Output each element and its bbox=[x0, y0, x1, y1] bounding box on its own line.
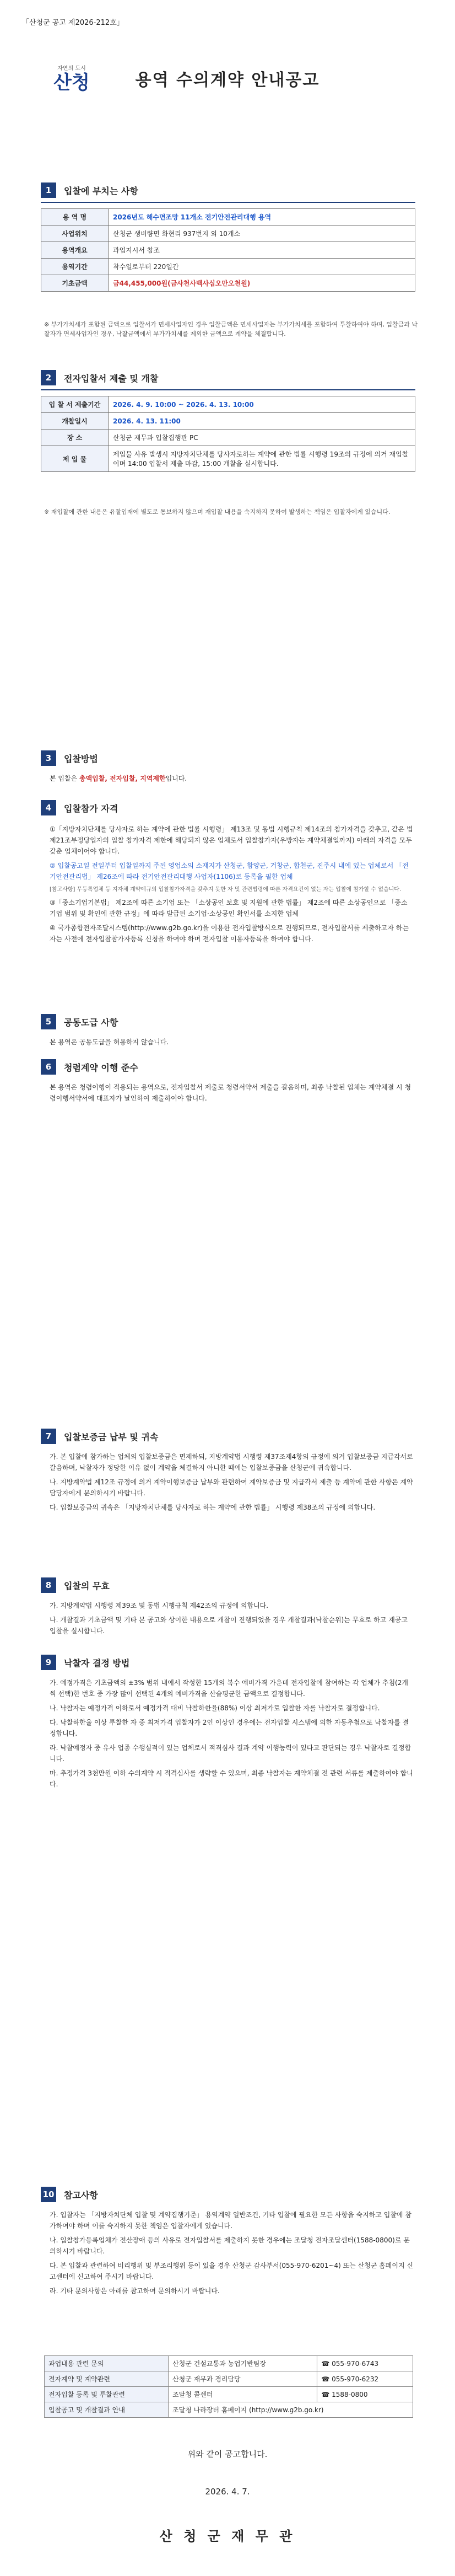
section-9-heading bbox=[41, 1654, 129, 1671]
bid-info-table bbox=[41, 208, 415, 292]
contact-dept: 산청군 건설교통과 농업기반팀장 bbox=[169, 2356, 317, 2371]
list-item: 다. 낙찰하한율 이상 투찰한 자 중 최저가격 입찰자가 2인 이상인 경우에는 전자입찰 시스템에 의한 자동추첨으로 낙찰자를 결정합니다. bbox=[50, 1719, 409, 1737]
table-row bbox=[41, 413, 415, 430]
list-item: 라. 낙찰예정자 중 유사 업종 수행실적이 있는 업체로서 적격심사 결과 계약 이행능력이 있다고 판단되는 경우 낙찰자로 결정합니다. bbox=[50, 1744, 411, 1763]
contact-topic: 입찰공고 및 개찰결과 안내 bbox=[45, 2402, 169, 2418]
list-item: 가. 지방계약법 시행령 제39조 및 동법 시행규칙 제42조의 규정에 의합니다. bbox=[50, 1602, 269, 1609]
section-divider bbox=[41, 202, 415, 203]
section-title: 입찰방법 bbox=[64, 753, 98, 764]
row-key: 장 소 bbox=[41, 430, 109, 446]
integrity-text: 본 용역은 청렴이행이 적용되는 용역으로, 전자입찰서 제출로 청렴서약서 제출을 갈음하며, 최종 낙찰된 업체는 계약체결 시 청렴이행서약서에 대표자가 날인하여 제출하여야 합니다. bbox=[50, 1083, 411, 1102]
contact-topic: 과업내용 관련 문의 bbox=[45, 2356, 169, 2371]
vat-note: ※ 부가가치세가 포함된 금액으로 입찰서가 면세사업자인 경우 입찰금액은 면세사업자는 부가가치세를 포함하여 투찰하여야 하며, 입찰금과 낙찰자가 면세사업자인 경우, 낙찰금액에서 부가가치세를 제외한 금액으로 계약을 체결합니다. bbox=[44, 321, 418, 337]
section-7-heading bbox=[41, 1428, 158, 1445]
list-item: ①「지방자치단체를 당사자로 하는 계약에 관한 법률 시행령」 제13조 및 동법 시행규칙 제14조의 참가자격을 갖추고, 같은 법 제21조부정당업자의 입찰 참가자격 제한에 해당되지 않은 업체로서 입찰참가자(우방자는 계약체결일까지) 아래의 자격을 모두 갖춘 업체이어야 합니다. bbox=[50, 825, 413, 855]
section-2-heading bbox=[41, 369, 158, 386]
section-8-heading bbox=[41, 1577, 110, 1593]
table-row bbox=[41, 226, 415, 242]
section-number: 7 bbox=[41, 1429, 56, 1444]
phone-icon: ☎ bbox=[321, 2390, 332, 2398]
section-5-heading bbox=[41, 1013, 118, 1030]
section-1-heading bbox=[41, 182, 138, 198]
contact-table bbox=[44, 2355, 413, 2418]
row-value: 2026년도 해수면조망 11개소 전기안전관리대행 용역 bbox=[109, 209, 415, 226]
row-key: 기초금액 bbox=[41, 275, 109, 292]
table-row bbox=[45, 2387, 413, 2402]
contact-tel-number: 1588-0800 bbox=[332, 2390, 368, 2398]
row-value: 산청군 생비량면 화현리 937번지 외 10개소 bbox=[109, 226, 415, 242]
deposit-list bbox=[50, 1451, 413, 1516]
row-key: 용역개요 bbox=[41, 242, 109, 259]
contact-tel bbox=[317, 2387, 413, 2402]
row-value: 제입물 사유 발생시 지방자치단체를 당사자로하는 계약에 관한 법률 시행령 19조의 규정에 의거 재입찰이며 14:00 입찰서 제출 마감, 15:00 개찰을 실시합니다. bbox=[109, 446, 415, 472]
contact-topic: 전자계약 및 계약관련 bbox=[45, 2371, 169, 2387]
section-number: 9 bbox=[41, 1655, 56, 1670]
row-value: 과업지시서 참조 bbox=[109, 242, 415, 259]
section-number: 5 bbox=[41, 1014, 56, 1029]
table-row bbox=[45, 2371, 413, 2387]
section-title: 낙찰자 결정 방법 bbox=[64, 1657, 130, 1668]
signer: 산 청 군 재 무 관 bbox=[159, 2529, 296, 2544]
contact-tel bbox=[317, 2356, 413, 2371]
list-item: ② 입찰공고일 전일부터 입찰일까지 주된 영업소의 소재지가 산청군, 함양군, 거창군, 합천군, 진주시 내에 있는 업체로서 「전기안전관리법」 제26조에 따라 전기안전관리대행 사업자(1106)로 등록을 필한 업체 bbox=[50, 862, 409, 881]
phone-icon: ☎ bbox=[321, 2375, 332, 2383]
row-key: 입 찰 서 제출기간 bbox=[41, 396, 109, 413]
row-key: 개찰일시 bbox=[41, 413, 109, 430]
row-value: 산청군 재무과 입찰집행관 PC bbox=[109, 430, 415, 446]
section-number: 4 bbox=[41, 800, 56, 815]
section-divider bbox=[41, 389, 415, 390]
list-item: 나. 개찰결과 기초금액 및 기타 본 공고와 상이한 내용으로 개찰이 진행되었을 경우 개찰결과(낙찰순위)는 무효로 하고 재공고 입찰을 실시합니다. bbox=[50, 1616, 408, 1635]
list-item: 가. 입찰자는 「지방자치단체 입찰 및 계약집행기준」 용역계약 일반조건, 기타 입찰에 필요한 모든 사항을 숙지하고 입찰에 참가하여야 하며 이를 숙지하지 못한 책임은 입찰자에게 있습니다. bbox=[50, 2211, 411, 2230]
contact-dept: 조달청 콜센터 bbox=[169, 2387, 317, 2402]
list-item: ④ 국가종합전자조달시스템(http://www.g2b.go.kr)을 이용한 전자입찰방식으로 진행되므로, 전자입찰서를 제출하고자 하는 자는 사전에 전자입찰참가자등록 신청을 하여야 하며 전자입찰 이용자등록을 하여야 합니다. bbox=[50, 924, 409, 943]
row-key: 제 입 물 bbox=[41, 446, 109, 472]
phone-icon: ☎ bbox=[321, 2359, 332, 2368]
section-6-heading bbox=[41, 1059, 138, 1075]
section-title: 전자입찰서 제출 및 개찰 bbox=[64, 373, 159, 384]
table-row bbox=[45, 2402, 413, 2418]
logo-small-text: 자연의 도시 bbox=[57, 66, 86, 72]
notice-number: 「산청군 공고 제2026-212호」 bbox=[22, 19, 124, 27]
section-title: 청렴계약 이행 준수 bbox=[64, 1062, 138, 1073]
table-row bbox=[41, 275, 415, 292]
submission-table bbox=[41, 396, 415, 472]
section-10-heading bbox=[41, 2186, 98, 2203]
logo-big-text: 산청 bbox=[53, 72, 90, 94]
row-key: 사업위치 bbox=[41, 226, 109, 242]
list-item: 나. 낙찰자는 예정가격 이하로서 예정가격 대비 낙찰하한율(88%) 이상 최저가로 입찰한 자를 낙찰자로 결정합니다. bbox=[50, 1704, 380, 1712]
contact-tel-number: 055-970-6232 bbox=[332, 2375, 379, 2383]
section-number: 10 bbox=[41, 2187, 56, 2202]
section-number: 8 bbox=[41, 1577, 56, 1593]
table-row bbox=[41, 446, 415, 472]
contact-tel bbox=[317, 2371, 413, 2387]
table-row bbox=[41, 259, 415, 275]
section-number: 1 bbox=[41, 183, 56, 198]
section-3-heading bbox=[41, 750, 98, 766]
qualification-list bbox=[50, 824, 413, 948]
contact-tel-number: 055-970-6743 bbox=[332, 2359, 379, 2368]
row-value: 2026. 4. 13. 11:00 bbox=[109, 413, 415, 430]
section-title: 입찰에 부치는 사항 bbox=[64, 185, 138, 196]
list-item: 라. 기타 문의사항은 아래를 참고하여 문의하시기 바랍니다. bbox=[50, 2287, 220, 2295]
list-item: 가. 본 입찰에 참가하는 업체의 입찰보증금은 면제하되, 지방계약법 시행령 제37조제4항의 규정에 의거 입찰보증금 지급각서로 갈음하며, 낙찰자가 정당한 이유 없이 계약을 체결하지 아니한 때에는 입찰보증금을 산청군에 귀속합니다. bbox=[50, 1453, 413, 1472]
table-row bbox=[41, 242, 415, 259]
section-title: 입찰참가 자격 bbox=[64, 803, 118, 814]
list-item: ③「중소기업기본법」 제2조에 따른 소기업 또는 「소상공인 보호 및 지원에 관한 법률」 제2조에 따른 소상공인으로 「중소기업 범위 및 확인에 관한 규정」에 따라 발급된 소기업·소상공인 확인서를 소지한 업체 bbox=[50, 899, 408, 917]
table-row bbox=[41, 209, 415, 226]
list-item: [참고사항] 무등록업체 등 지자체 계약예규의 입찰참가자격을 갖추지 못한 자 및 관련법령에 따른 자격요건이 없는 자는 입찰에 참가할 수 없습니다. bbox=[50, 887, 402, 893]
text: 입니다. bbox=[165, 775, 187, 782]
row-value: 금44,455,000원(금사천사백사십오만오천원) bbox=[109, 275, 415, 292]
contact-dept[interactable]: 조달청 나라장터 홈페이지 (http://www.g2b.go.kr) bbox=[169, 2402, 413, 2418]
page-title: 용역 수의계약 안내공고 bbox=[135, 71, 320, 90]
closing-statement: 위와 같이 공고합니다. bbox=[187, 2449, 268, 2459]
row-value: 2026. 4. 9. 10:00 ~ 2026. 4. 13. 10:00 bbox=[109, 396, 415, 413]
table-row bbox=[41, 396, 415, 413]
row-key: 용역기간 bbox=[41, 259, 109, 275]
table-row bbox=[45, 2356, 413, 2371]
table-row bbox=[41, 430, 415, 446]
section-title: 입찰보증금 납부 및 귀속 bbox=[64, 1431, 159, 1442]
list-item: 나. 입찰참가등록업체가 전산장애 등의 사유로 전자입찰서를 제출하지 못한 경우에는 조달청 전자조달센터(1588-0800)로 문의하시기 바랍니다. bbox=[50, 2236, 410, 2255]
section-4-heading bbox=[41, 799, 118, 816]
section-title: 공동도급 사항 bbox=[64, 1017, 118, 1028]
contact-topic: 전자입찰 등록 및 투찰관련 bbox=[45, 2387, 169, 2402]
highlight-text: 총액입찰, 전자입찰, 지역제한 bbox=[79, 775, 166, 782]
award-method-list bbox=[50, 1677, 413, 1793]
text: 본 입찰은 bbox=[50, 775, 79, 782]
reference-list bbox=[50, 2209, 413, 2300]
list-item: 가. 예정가격은 기초금액의 ±3% 범위 내에서 작성한 15개의 복수 예비가격 가운데 전자입찰에 참여하는 각 업체가 추첨(2개씩 선택)한 번호 중 가장 많이 선택된 4개의 예비가격을 산술평균한 금액으로 결정합니다. bbox=[50, 1679, 408, 1698]
rebid-note: ※ 재입찰에 관한 내용은 유찰입재에 별도로 통보하지 않으며 재입찰 내용을 숙지하지 못하여 발생하는 책임은 입찰자에게 있습니다. bbox=[44, 508, 391, 516]
list-item: 다. 입찰보증금의 귀속은 「지방자치단체를 당사자로 하는 계약에 관한 법률」 시행령 제38조의 규정에 의합니다. bbox=[50, 1504, 376, 1511]
section-number: 3 bbox=[41, 750, 56, 766]
row-value: 착수일로부터 220일간 bbox=[109, 259, 415, 275]
list-item: 나. 지방계약법 제12조 규정에 의거 계약이행보증금 납부와 관련하여 계약보증금 및 지급각서 제출 등 계약에 관한 사항은 계약담당자에게 문의하시기 바랍니다. bbox=[50, 1478, 413, 1497]
section-number: 2 bbox=[41, 370, 56, 385]
section-title: 참고사항 bbox=[64, 2189, 98, 2201]
contact-dept: 산청군 재무과 경리담당 bbox=[169, 2371, 317, 2387]
section-title: 입찰의 무효 bbox=[64, 1580, 110, 1591]
joint-contract-text: 본 용역은 공동도급을 허용하지 않습니다. bbox=[50, 1038, 169, 1046]
notice-date: 2026. 4. 7. bbox=[205, 2487, 250, 2497]
row-key: 용 역 명 bbox=[41, 209, 109, 226]
list-item: 다. 본 입찰과 관련하여 비리행위 및 부조리행위 등이 있을 경우 산청군 감사부서(055-970-6201~4) 또는 산청군 홈페이지 신고센터에 신고하여 주시기 바랍니다. bbox=[50, 2262, 413, 2280]
list-item: 마. 추정가격 3천만원 이하 수의계약 시 적격심사를 생략할 수 있으며, 최종 낙찰자는 계약체결 전 관련 서류를 제출하여야 합니다. bbox=[50, 1769, 413, 1788]
invalid-list bbox=[50, 1600, 413, 1640]
section-number: 6 bbox=[41, 1059, 56, 1075]
bid-method-text bbox=[50, 773, 413, 784]
